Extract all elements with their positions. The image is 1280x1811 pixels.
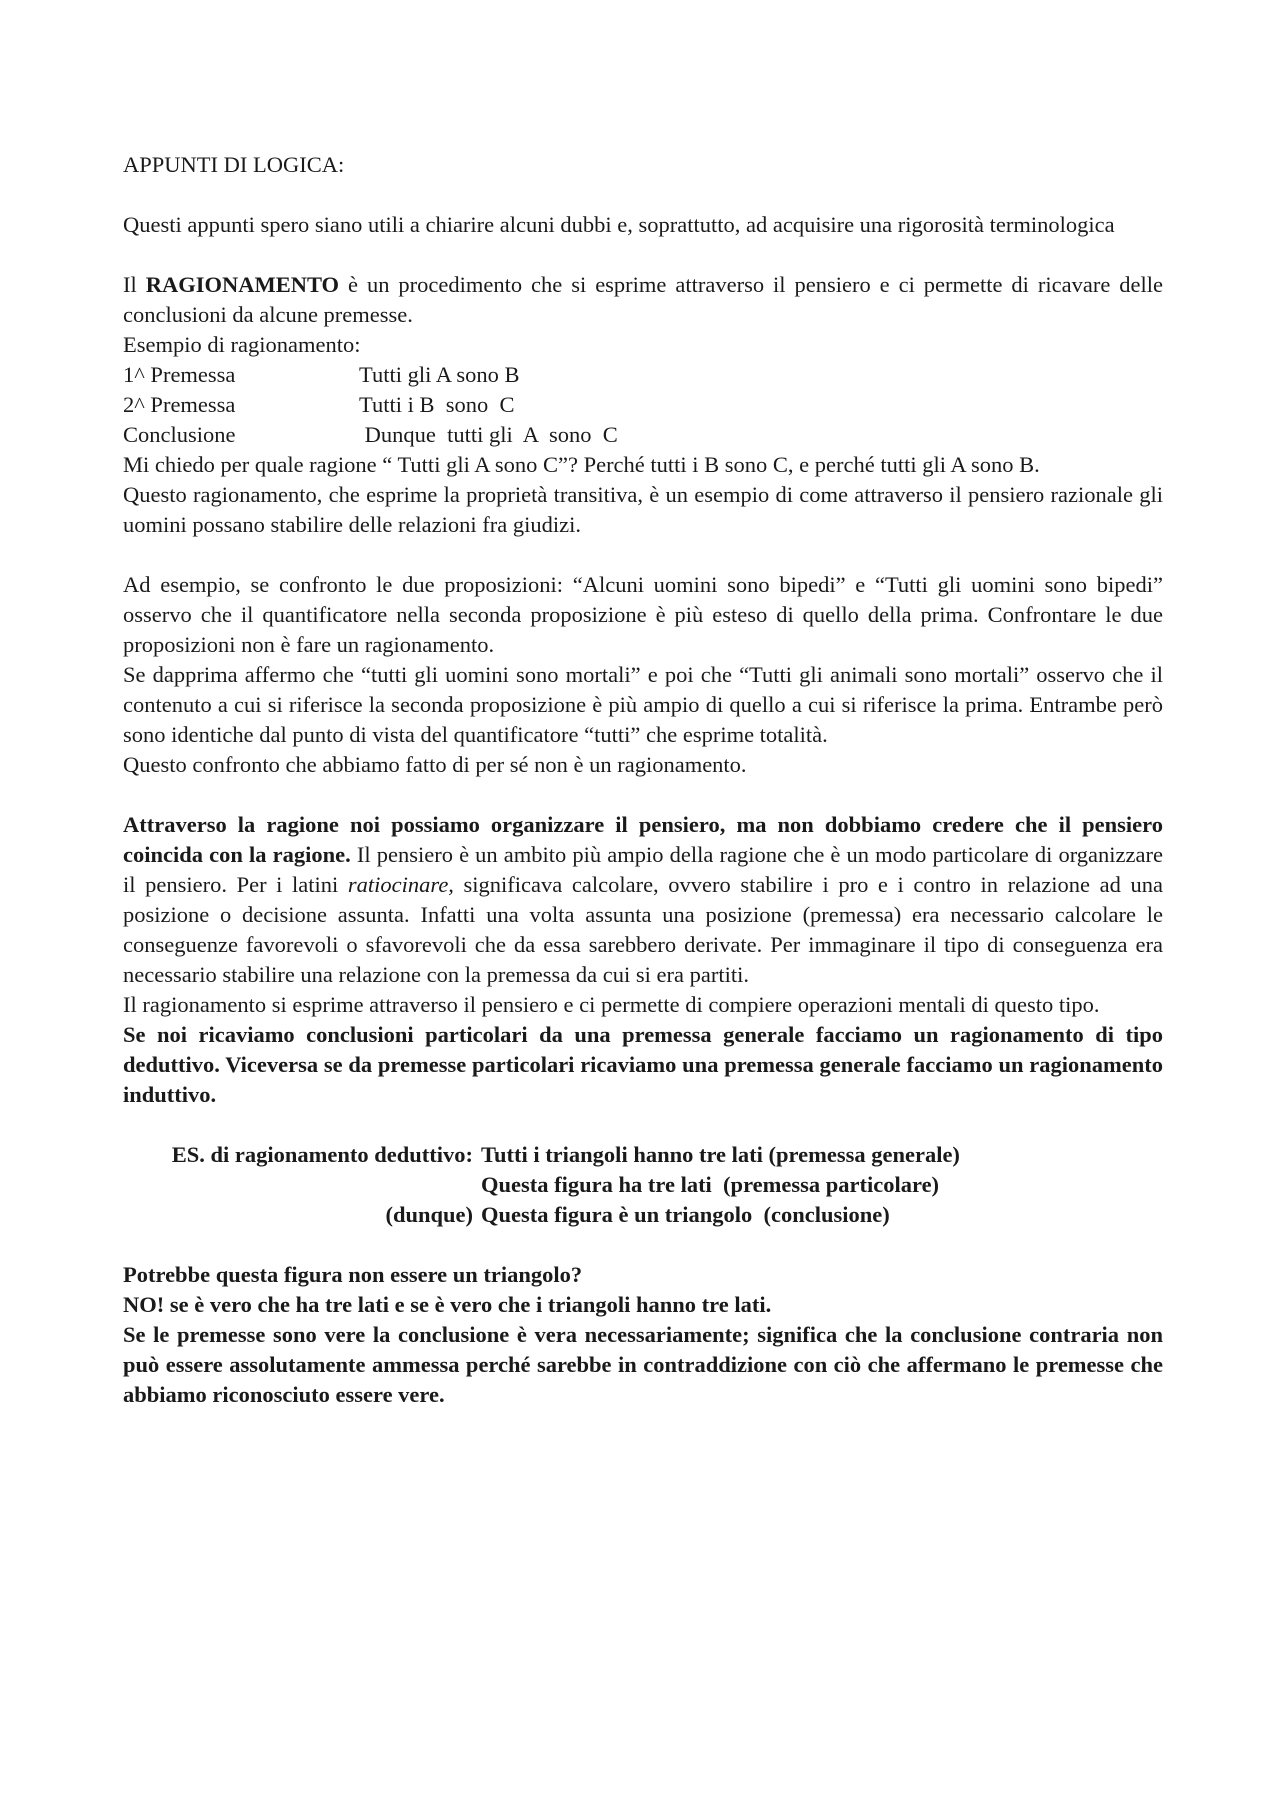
syllogism-label: 1^ Premessa	[123, 362, 236, 387]
compare-paragraph: Ad esempio, se confronto le due proposizioni: “Alcuni uomini sono bipedi” e “Tutti gli uomini sono bipedi” osservo che il quantificatore nella seconda proposizione è più esteso di quello della prima. Confrontare le due proposizioni non è fare un ragionamento.	[123, 572, 1163, 657]
reason-bold: Attraverso la ragione noi possiamo organizzare il pensiero, ma non dobbiamo credere che il pensiero coincida con la ragione.	[123, 812, 1163, 867]
mental-ops-paragraph: Il ragionamento si esprime attraverso il pensiero e ci permette di compiere operazioni mentali di questo tipo.	[123, 992, 1100, 1017]
page-title: APPUNTI DI LOGICA:	[123, 152, 345, 177]
term-ragionamento: RAGIONAMENTO	[145, 272, 340, 297]
deductive-label: ES. di ragionamento deduttivo:	[171, 1142, 473, 1167]
deductive-row	[123, 1200, 1163, 1230]
syllogism-text: Tutti gli A sono B	[359, 362, 520, 387]
syllogism-text: Dunque tutti gli A sono C	[359, 422, 618, 447]
answer-line: NO! se è vero che ha tre lati e se è vero che i triangoli hanno tre lati.	[123, 1292, 772, 1317]
syllogism-text: Tutti i B sono C	[359, 392, 515, 417]
final-paragraph: Se le premesse sono vere la conclusione è vera necessariamente; significa che la conclusione contraria non può essere assolutamente ammessa perché sarebbe in contraddizione con ciò che affermano le premesse che abbiamo riconosciuto essere vere.	[123, 1322, 1163, 1407]
syllogism-row	[123, 360, 1163, 390]
deductive-text: Tutti i triangoli hanno tre lati (premessa generale)	[481, 1142, 960, 1167]
deductive-example	[123, 1140, 1163, 1230]
question-line: Potrebbe questa figura non essere un triangolo?	[123, 1262, 583, 1287]
intro-paragraph: Questi appunti spero siano utili a chiarire alcuni dubbi e, soprattutto, ad acquisire una rigorosità terminologica	[123, 212, 1115, 237]
syllogism-label: 2^ Premessa	[123, 392, 236, 417]
why-paragraph: Mi chiedo per quale ragione “ Tutti gli A sono C”? Perché tutti i B sono C, e perché tutti gli A sono B.	[123, 452, 1040, 477]
deductive-row	[123, 1170, 1163, 1200]
syllogism-label: Conclusione	[123, 422, 236, 447]
deductive-label	[123, 1170, 481, 1200]
example-heading: Esempio di ragionamento:	[123, 332, 361, 357]
syllogism-row	[123, 390, 1163, 420]
reason-text: significava calcolare, ovvero stabilire i pro e i contro in relazione ad una posizione o decisione assunta. Infatti una volta assunta una posizione (premessa) era necessario calcolare le conseguenze favorevoli o sfavorevoli che da essa sarebbero derivate. Per immaginare il tipo di conseguenza era necessario stabilire una relazione con la premessa da cui si era partiti.	[123, 872, 1163, 987]
compare-paragraph: Se dapprima affermo che “tutti gli uomini sono mortali” e poi che “Tutti gli animali sono mortali” osservo che il contenuto a cui si riferisce la seconda proposizione è più ampio di quello a cui si riferisce la prima. Entrambe però sono identiche dal punto di vista del quantificatore “tutti” che esprime totalità.	[123, 662, 1163, 747]
deductive-text: Questa figura ha tre lati (premessa particolare)	[481, 1172, 940, 1197]
deductive-text: Questa figura è un triangolo (conclusione)	[481, 1202, 890, 1227]
transitive-paragraph: Questo ragionamento, che esprime la proprietà transitiva, è un esempio di come attraverso il pensiero razionale gli uomini possano stabilire delle relazioni fra giudizi.	[123, 482, 1163, 537]
reasoning-definition	[123, 270, 1163, 330]
deductive-inductive-paragraph: Se noi ricaviamo conclusioni particolari da una premessa generale facciamo un ragionamento di tipo deduttivo. Viceversa se da premesse particolari ricaviamo una premessa generale facciamo un ragionamento induttivo.	[123, 1022, 1163, 1107]
deductive-label: (dunque)	[385, 1202, 473, 1227]
deductive-row	[123, 1140, 1163, 1170]
definition-prefix: Il	[123, 272, 146, 297]
reason-text: Il pensiero è un ambito più ampio della ragione che è un modo particolare di organizzare il pensiero. Per i latini	[123, 842, 1163, 897]
definition-text: è un procedimento che si esprime attraverso il pensiero e ci permette di ricavare delle conclusioni da alcune premesse.	[123, 272, 1163, 327]
latin-term: ratiocinare,	[347, 872, 454, 897]
syllogism-row	[123, 420, 1163, 450]
reason-paragraph	[123, 810, 1163, 990]
compare-paragraph: Questo confronto che abbiamo fatto di per sé non è un ragionamento.	[123, 752, 747, 777]
document-body	[123, 150, 1163, 1410]
